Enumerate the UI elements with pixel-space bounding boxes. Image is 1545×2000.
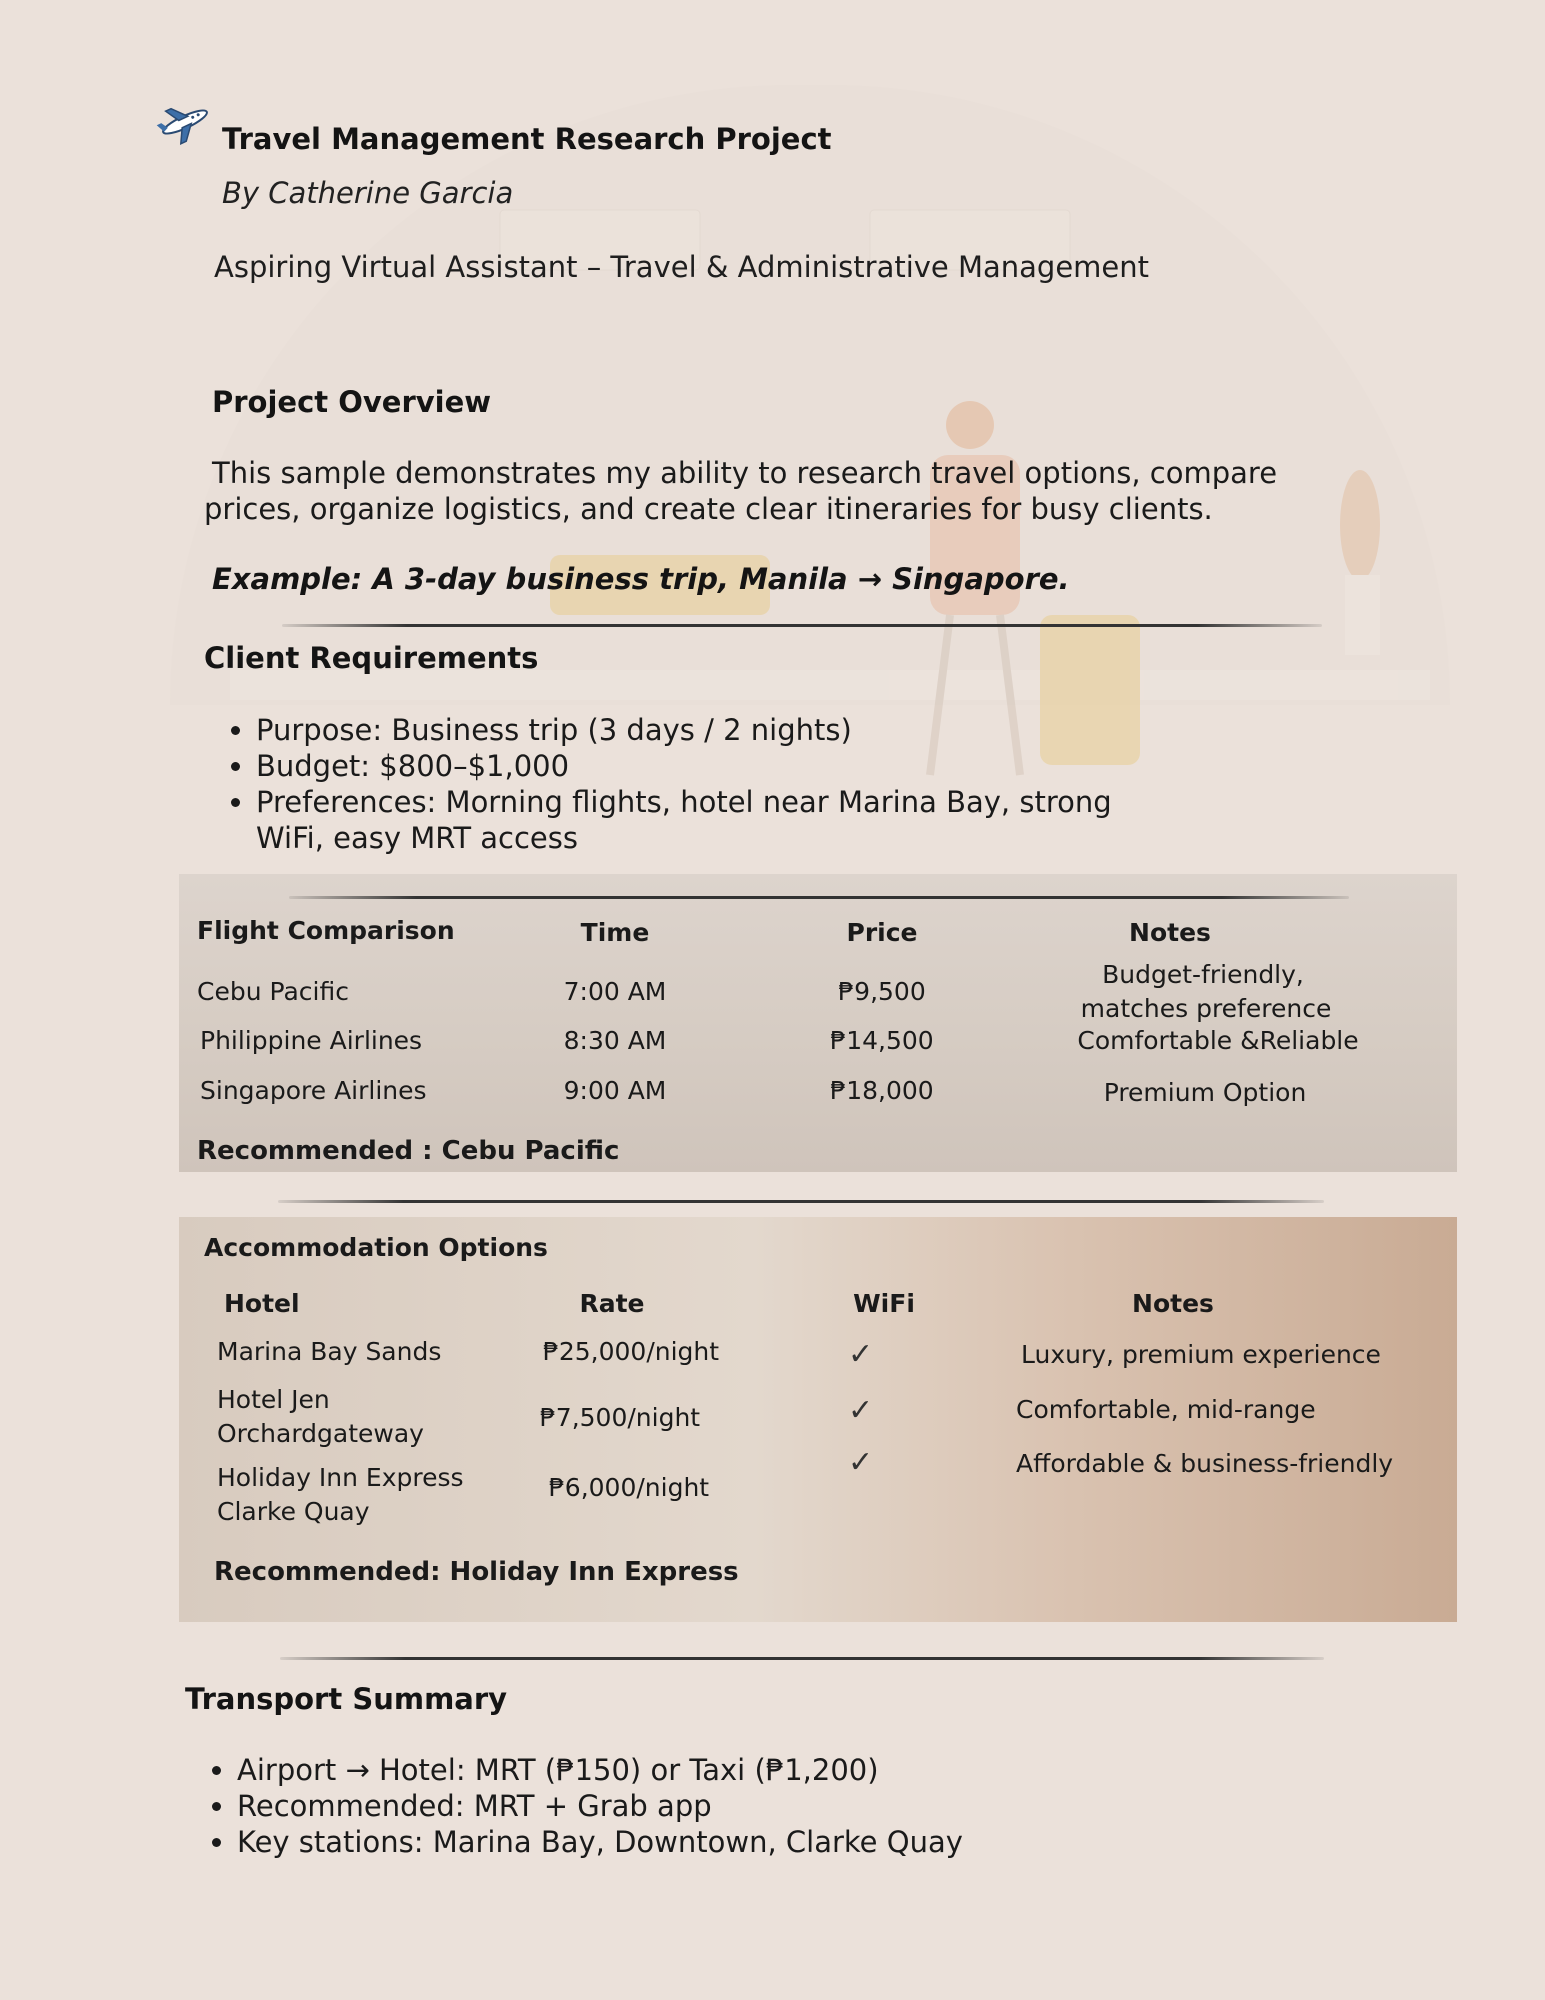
flight-airline: Philippine Airlines bbox=[200, 1026, 423, 1055]
flight-price: ₱14,500 bbox=[830, 1026, 934, 1055]
flight-header-airline: Flight Comparison bbox=[197, 916, 455, 945]
hotel-header-notes: Notes bbox=[1132, 1289, 1214, 1318]
divider bbox=[289, 896, 1349, 899]
flight-header-price: Price bbox=[846, 918, 918, 947]
overview-heading: Project Overview bbox=[212, 385, 492, 419]
flight-header-time: Time bbox=[580, 918, 650, 947]
flight-time: 7:00 AM bbox=[563, 977, 667, 1006]
flight-notes: matches preference bbox=[1080, 994, 1332, 1023]
divider bbox=[278, 1200, 1324, 1203]
list-item: • Budget: $800–$1,000 bbox=[256, 748, 1112, 784]
example-line: Example: A 3-day business trip, Manila → Singapore. bbox=[212, 562, 1070, 596]
transport-list bbox=[237, 1752, 963, 1860]
flight-notes: Premium Option bbox=[1103, 1078, 1307, 1107]
author-line: By Catherine Garcia bbox=[222, 176, 514, 210]
hotel-header-name: Hotel bbox=[224, 1289, 300, 1318]
flight-airline: Cebu Pacific bbox=[197, 977, 349, 1006]
overview-text-line: This sample demonstrates my ability to research travel options, compare bbox=[212, 456, 1278, 490]
accommodation-title: Accommodation Options bbox=[204, 1233, 548, 1262]
hotel-header-rate: Rate bbox=[579, 1289, 645, 1318]
flight-header-notes: Notes bbox=[1129, 918, 1211, 947]
list-item: • Key stations: Marina Bay, Downtown, Clarke Quay bbox=[237, 1824, 963, 1860]
checkmark-icon: ✓ bbox=[848, 1445, 874, 1480]
flight-recommendation: Recommended : Cebu Pacific bbox=[197, 1136, 620, 1166]
flight-comparison-panel bbox=[179, 874, 1457, 1172]
flight-notes: Comfortable &Reliable bbox=[1077, 1026, 1359, 1055]
divider bbox=[280, 1657, 1324, 1660]
flight-time: 9:00 AM bbox=[563, 1076, 667, 1105]
checkmark-icon: ✓ bbox=[848, 1337, 874, 1372]
hotel-name: Holiday Inn Express bbox=[217, 1463, 464, 1492]
flight-price: ₱9,500 bbox=[838, 977, 926, 1006]
divider bbox=[282, 624, 1322, 627]
hotel-notes: Comfortable, mid-range bbox=[1016, 1395, 1316, 1424]
document-title: Travel Management Research Project bbox=[222, 122, 832, 156]
hotel-notes: Luxury, premium experience bbox=[1021, 1340, 1381, 1369]
list-item: • Airport → Hotel: MRT (₱150) or Taxi (₱1,200) bbox=[237, 1752, 963, 1788]
requirements-list bbox=[256, 712, 1112, 856]
list-item: • Purpose: Business trip (3 days / 2 nights) bbox=[256, 712, 1112, 748]
checkmark-icon: ✓ bbox=[848, 1393, 874, 1428]
accommodation-panel bbox=[179, 1217, 1457, 1622]
flight-time: 8:30 AM bbox=[563, 1026, 667, 1055]
hotel-name: Hotel Jen bbox=[217, 1385, 330, 1414]
list-item: WiFi, easy MRT access bbox=[256, 821, 578, 855]
hotel-header-wifi: WiFi bbox=[853, 1289, 915, 1318]
requirements-heading: Client Requirements bbox=[204, 641, 539, 675]
flight-airline: Singapore Airlines bbox=[200, 1076, 427, 1105]
airplane-icon bbox=[156, 98, 214, 146]
overview-text-line: prices, organize logistics, and create clear itineraries for busy clients. bbox=[204, 492, 1213, 526]
hotel-rate: ₱6,000/night bbox=[548, 1473, 710, 1502]
hotel-rate: ₱7,500/night bbox=[539, 1403, 701, 1432]
subtitle: Aspiring Virtual Assistant – Travel & Administrative Management bbox=[214, 250, 1150, 284]
list-item: • Recommended: MRT + Grab app bbox=[237, 1788, 963, 1824]
list-item: • Preferences: Morning flights, hotel near Marina Bay, strong bbox=[256, 784, 1112, 820]
hotel-rate: ₱25,000/night bbox=[542, 1337, 720, 1366]
hotel-name: Marina Bay Sands bbox=[217, 1337, 442, 1366]
hotel-name: Clarke Quay bbox=[217, 1497, 370, 1526]
hotel-recommendation: Recommended: Holiday Inn Express bbox=[214, 1557, 739, 1587]
transport-heading: Transport Summary bbox=[185, 1682, 508, 1716]
flight-price: ₱18,000 bbox=[830, 1076, 934, 1105]
overview-text bbox=[204, 455, 1384, 527]
flight-notes: Budget-friendly, bbox=[1102, 960, 1304, 989]
hotel-name: Orchardgateway bbox=[217, 1419, 424, 1448]
hotel-notes: Affordable & business-friendly bbox=[1016, 1449, 1394, 1478]
